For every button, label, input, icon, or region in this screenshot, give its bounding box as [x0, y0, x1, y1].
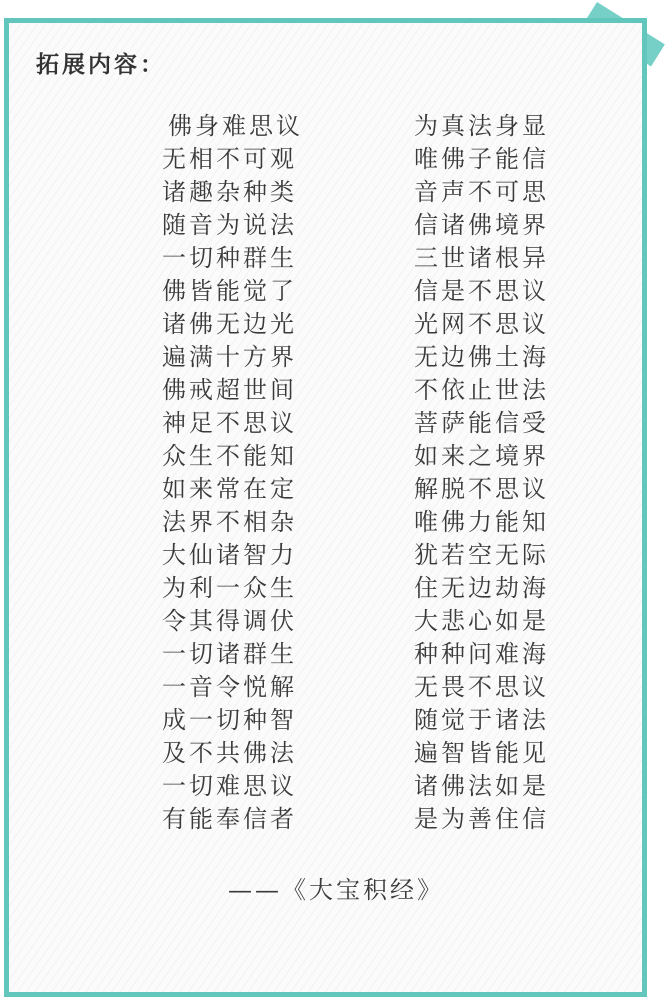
- verse-left: 一音令悦解: [162, 673, 297, 701]
- verse-row: [162, 308, 582, 341]
- verse-left: 诸趣杂种类: [162, 178, 297, 206]
- verse-row: [162, 407, 582, 440]
- verse-row: [162, 770, 582, 803]
- verse-row: [162, 242, 582, 275]
- verse-right: 是为善住信: [414, 805, 549, 833]
- verse-row: [162, 341, 582, 374]
- verse-right: 随觉于诸法: [414, 706, 549, 734]
- verse-row: [162, 143, 582, 176]
- verse-right: 诸佛法如是: [414, 772, 549, 800]
- verse-left: 佛戒超世间: [162, 376, 297, 404]
- verse-left: 众生不能知: [162, 442, 297, 470]
- verse-right: 信诸佛境界: [414, 211, 549, 239]
- verse-left: 有能奉信者: [162, 805, 297, 833]
- verse-left: 大仙诸智力: [162, 541, 297, 569]
- verse-right: 为真法身显: [414, 112, 549, 140]
- verse-row: [162, 572, 582, 605]
- verse-row: [162, 176, 582, 209]
- verse-left: 随音为说法: [162, 211, 297, 239]
- verse-row: [162, 704, 582, 737]
- verse-left: 遍满十方界: [162, 343, 297, 371]
- verse-left: 成一切种智: [162, 706, 297, 734]
- verse-right: 解脱不思议: [414, 475, 549, 503]
- verse-row: [162, 803, 582, 836]
- verse-row: [162, 209, 582, 242]
- verse-row: [162, 374, 582, 407]
- verse-right: 三世诸根异: [414, 244, 549, 272]
- verse-left: 一切诸群生: [162, 640, 297, 668]
- verse-row: [162, 506, 582, 539]
- verse-left: 一切种群生: [162, 244, 297, 272]
- verse-row: [162, 275, 582, 308]
- verse-left: 为利一众生: [162, 574, 297, 602]
- verse-right: 无边佛土海: [414, 343, 549, 371]
- verse-row: [162, 638, 582, 671]
- verse-left: 令其得调伏: [162, 607, 297, 635]
- verse-left: 佛身难思议: [168, 112, 303, 140]
- verse-right: 犹若空无际: [414, 541, 549, 569]
- verse-right: 无畏不思议: [414, 673, 549, 701]
- verse-right: 唯佛力能知: [414, 508, 549, 536]
- verse-left: 及不共佛法: [162, 739, 297, 767]
- verse-right: 光网不思议: [414, 310, 549, 338]
- verse-list: [162, 110, 582, 836]
- verse-right: 唯佛子能信: [414, 145, 549, 173]
- verse-left: 诸佛无边光: [162, 310, 297, 338]
- verse-right: 住无边劫海: [414, 574, 549, 602]
- verse-row: [162, 737, 582, 770]
- verse-row: [162, 110, 582, 143]
- verse-right: 不依止世法: [414, 376, 549, 404]
- verse-right: 大悲心如是: [414, 607, 549, 635]
- source-citation: ——《大宝积经》: [228, 876, 444, 904]
- verse-right: 如来之境界: [414, 442, 549, 470]
- verse-left: 法界不相杂: [162, 508, 297, 536]
- verse-left: 佛皆能觉了: [162, 277, 297, 305]
- verse-row: [162, 473, 582, 506]
- verse-row: [162, 539, 582, 572]
- verse-left: 如来常在定: [162, 475, 297, 503]
- verse-row: [162, 671, 582, 704]
- verse-right: 菩萨能信受: [414, 409, 549, 437]
- verse-right: 遍智皆能见: [414, 739, 549, 767]
- verse-row: [162, 605, 582, 638]
- verse-left: 神足不思议: [162, 409, 297, 437]
- verse-right: 信是不思议: [414, 277, 549, 305]
- verse-right: 种种问难海: [414, 640, 549, 668]
- verse-left: 无相不可观: [162, 145, 297, 173]
- verse-right: 音声不可思: [414, 178, 549, 206]
- section-heading: 拓展内容：: [36, 52, 166, 78]
- verse-row: [162, 440, 582, 473]
- verse-left: 一切难思议: [162, 772, 297, 800]
